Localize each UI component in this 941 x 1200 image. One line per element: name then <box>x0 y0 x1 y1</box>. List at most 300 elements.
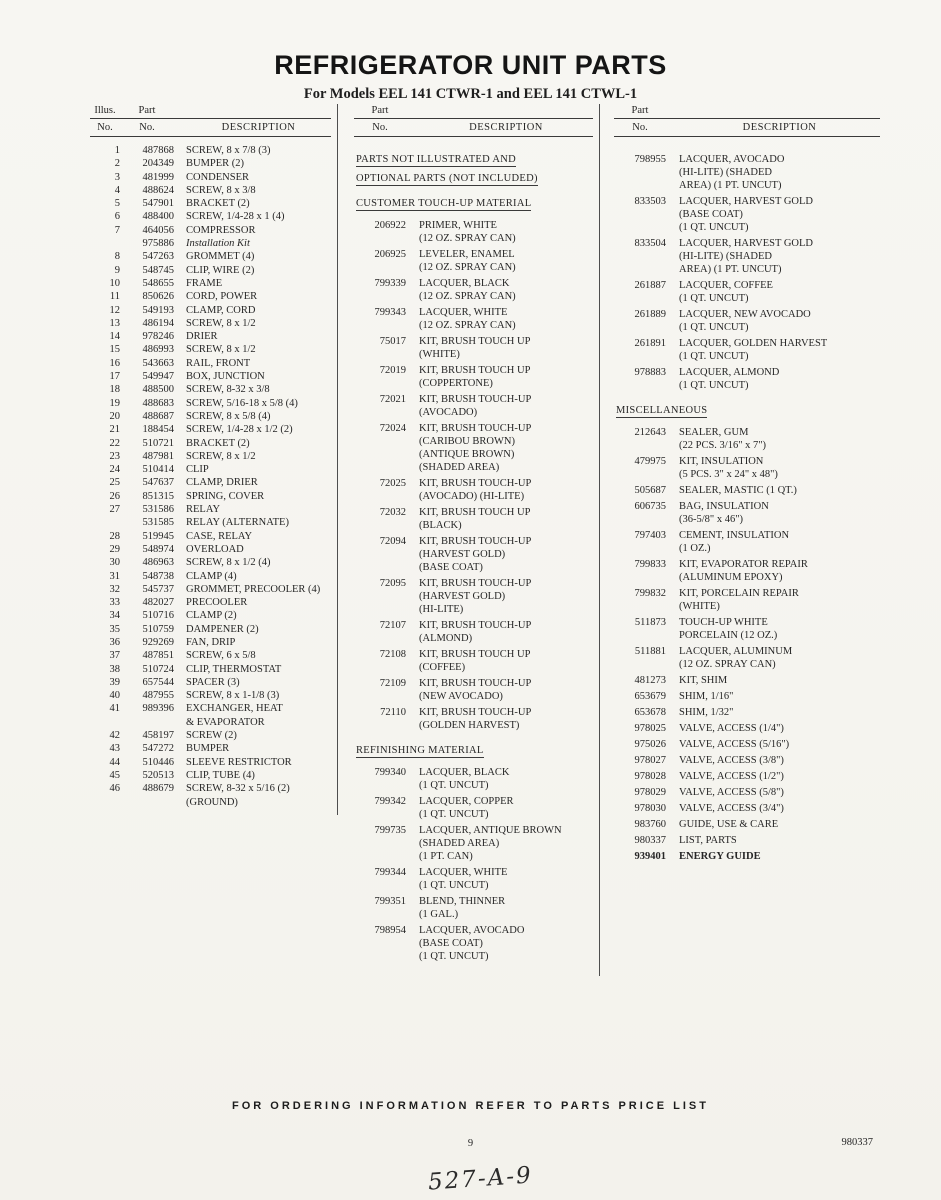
part-no: 833504 <box>634 238 666 249</box>
illus-no: 32 <box>109 583 120 595</box>
table-row <box>354 422 593 474</box>
table-row <box>354 248 593 274</box>
part-description <box>666 587 880 613</box>
description-line: CLAMP (2) <box>186 610 237 622</box>
part-no: 547263 <box>142 251 174 263</box>
part-no: 531585 <box>142 517 174 529</box>
part-no: 206922 <box>374 220 406 231</box>
description-line: SCREW, 8 x 1/2 <box>186 450 256 462</box>
part-no: 212643 <box>634 427 666 438</box>
part-no: 547901 <box>142 198 174 210</box>
part-no: 978030 <box>634 803 666 814</box>
description-line: VALVE, ACCESS (1/2") <box>679 771 784 782</box>
part-no: 798955 <box>634 154 666 165</box>
table-row <box>354 795 593 821</box>
section-rows <box>354 766 593 963</box>
part-no: 799339 <box>374 278 406 289</box>
description-line: (1 QT. UNCUT) <box>679 351 749 362</box>
part-no: 261887 <box>634 280 666 291</box>
table-row <box>614 366 880 392</box>
description-line: (12 OZ. SPRAY CAN) <box>419 233 516 244</box>
description-line: (WHITE) <box>679 601 720 612</box>
illus-no: 19 <box>109 397 120 409</box>
table-row <box>354 648 593 674</box>
part-description <box>174 277 331 290</box>
part-no-header: No. <box>139 122 155 133</box>
part-description <box>174 224 331 237</box>
part-no: 72107 <box>379 620 406 631</box>
doc-number: 980337 <box>841 1137 873 1148</box>
part-description <box>174 769 331 782</box>
illus-no: 39 <box>109 676 120 688</box>
part-description <box>174 490 331 503</box>
part-no: 657544 <box>142 676 174 688</box>
table-row <box>614 738 880 751</box>
part-no: 487955 <box>142 690 174 702</box>
description-line: (1 QT. UNCUT) <box>419 809 489 820</box>
table-row <box>90 197 331 210</box>
illus-no: 8 <box>114 251 120 263</box>
table-row <box>614 558 880 584</box>
illus-no: 10 <box>109 277 120 289</box>
table-row <box>354 866 593 892</box>
description-line: (COPPERTONE) <box>419 378 493 389</box>
table-row <box>90 782 331 809</box>
description-line: LACQUER, NEW AVOCADO <box>679 309 811 320</box>
description-line: (ANTIQUE BROWN) <box>419 449 515 460</box>
part-no: 488683 <box>142 397 174 409</box>
table-row <box>354 364 593 390</box>
illus-no: 44 <box>109 756 120 768</box>
part-no: 548655 <box>142 277 174 289</box>
part-description <box>174 530 331 543</box>
description-line: Installation Kit <box>186 238 250 250</box>
description-header: DESCRIPTION <box>742 122 817 133</box>
part-description <box>406 677 593 703</box>
part-no: 939401 <box>634 851 666 862</box>
part-no: 549193 <box>142 304 174 316</box>
part-no-header: No. <box>372 122 388 133</box>
description-line: (1 QT. UNCUT) <box>679 380 749 391</box>
description-line: COMPRESSOR <box>186 224 256 236</box>
table-row <box>354 619 593 645</box>
part-description <box>666 674 880 687</box>
description-line: BRACKET (2) <box>186 437 250 449</box>
table-row <box>90 157 331 170</box>
part-no: 505687 <box>634 485 666 496</box>
description-line: CLAMP (4) <box>186 570 237 582</box>
part-description <box>174 397 331 410</box>
description-line: PRIMER, WHITE <box>419 220 497 231</box>
description-line: LACQUER, ALMOND <box>679 367 780 378</box>
description-line: LACQUER, COFFEE <box>679 280 773 291</box>
description-line: RELAY <box>186 504 221 516</box>
part-description <box>666 153 880 192</box>
description-line: LACQUER, AVOCADO <box>419 925 525 936</box>
part-header-label: Part <box>631 105 649 116</box>
table-row <box>354 335 593 361</box>
table-row <box>90 397 331 410</box>
part-no: 488624 <box>142 184 174 196</box>
part-no: 983760 <box>634 819 666 830</box>
description-line: (GROUND) <box>186 796 238 808</box>
illus-no: 16 <box>109 357 120 369</box>
illus-no: 46 <box>109 783 120 795</box>
part-description <box>406 335 593 361</box>
description-line: PRECOOLER <box>186 597 248 609</box>
description-line: (CARIBOU BROWN) <box>419 436 515 447</box>
table-row <box>614 500 880 526</box>
part-no: 488687 <box>142 410 174 422</box>
description-line: (36-5/8" x 46") <box>679 514 743 525</box>
table-row <box>90 516 331 529</box>
part-description <box>666 770 880 783</box>
part-description <box>666 834 880 847</box>
table-row <box>90 609 331 622</box>
table-row <box>614 850 880 863</box>
part-no: 543663 <box>142 357 174 369</box>
parts-section <box>354 197 593 732</box>
part-description <box>406 924 593 963</box>
parts-section <box>354 153 593 185</box>
description-line: RAIL, FRONT <box>186 357 251 369</box>
part-description <box>406 619 593 645</box>
description-line: BUMPER <box>186 743 230 755</box>
table-row <box>90 729 331 742</box>
description-line: KIT, BRUSH TOUCH-UP <box>419 478 532 489</box>
part-description <box>174 370 331 383</box>
part-description <box>406 248 593 274</box>
part-description <box>406 706 593 732</box>
illus-no: 12 <box>109 304 120 316</box>
table-row <box>614 645 880 671</box>
description-line: (1 QT. UNCUT) <box>679 222 749 233</box>
middle-table-header <box>354 104 593 137</box>
table-row <box>90 437 331 450</box>
illus-no: 42 <box>109 730 120 742</box>
illus-no: 45 <box>109 769 120 781</box>
description-line: (1 GAL.) <box>419 909 459 920</box>
table-row <box>354 824 593 863</box>
table-row <box>614 237 880 276</box>
illus-no: 1 <box>114 145 120 156</box>
illus-no: 18 <box>109 384 120 396</box>
table-row <box>90 450 331 463</box>
middle-table-body <box>354 153 593 963</box>
part-no: 188454 <box>142 424 174 436</box>
table-row <box>614 616 880 642</box>
part-description <box>174 197 331 210</box>
description-line: CONDENSER <box>186 171 250 183</box>
table-row <box>354 219 593 245</box>
part-description <box>174 184 331 197</box>
left-table-body <box>90 144 331 809</box>
part-description <box>666 850 880 863</box>
description-line: (WHITE) <box>419 349 460 360</box>
section-heading <box>356 197 593 210</box>
header-row-1 <box>90 104 331 119</box>
illus-no: 17 <box>109 371 120 383</box>
table-row <box>90 583 331 596</box>
part-no: 75017 <box>379 336 406 347</box>
parts-section <box>614 153 880 392</box>
part-description <box>406 824 593 863</box>
description-line: GROMMET (4) <box>186 251 255 263</box>
part-description <box>174 503 331 516</box>
section-heading <box>616 404 880 417</box>
illus-no: 15 <box>109 344 120 356</box>
description-line: SPRING, COVER <box>186 490 265 502</box>
part-description <box>666 616 880 642</box>
part-no: 486963 <box>142 557 174 569</box>
part-no: 548974 <box>142 543 174 555</box>
table-row <box>90 742 331 755</box>
part-description <box>174 304 331 317</box>
header-spacer <box>666 104 880 117</box>
part-no: 978027 <box>634 755 666 766</box>
section-rows <box>614 426 880 863</box>
description-line: LACQUER, AVOCADO <box>679 154 785 165</box>
part-description <box>666 366 880 392</box>
part-no: 975886 <box>142 238 174 250</box>
illus-no: 24 <box>109 464 120 476</box>
table-row <box>354 706 593 732</box>
header-spacer <box>406 104 593 117</box>
table-row <box>354 577 593 616</box>
table-row <box>90 596 331 609</box>
part-description <box>666 426 880 452</box>
part-no: 204349 <box>142 158 174 170</box>
description-header: DESCRIPTION <box>221 122 296 133</box>
part-no: 72025 <box>379 478 406 489</box>
part-description <box>174 649 331 662</box>
table-row <box>90 184 331 197</box>
part-no: 510716 <box>142 610 174 622</box>
description-line: ENERGY GUIDE <box>679 851 761 862</box>
description-line: SLEEVE RESTRICTOR <box>186 756 292 768</box>
illus-no: 33 <box>109 597 120 609</box>
part-description <box>174 171 331 184</box>
part-no: 206925 <box>374 249 406 260</box>
part-description <box>174 516 331 529</box>
part-description <box>406 866 593 892</box>
table-row <box>90 357 331 370</box>
part-description <box>174 742 331 755</box>
part-no: 548738 <box>142 570 174 582</box>
part-description <box>406 393 593 419</box>
illus-no <box>90 516 120 529</box>
part-description <box>666 337 880 363</box>
part-description <box>174 689 331 702</box>
table-row <box>90 570 331 583</box>
part-no: 833503 <box>634 196 666 207</box>
table-row <box>90 649 331 662</box>
table-row <box>614 690 880 703</box>
not-illustrated-parts-column <box>338 104 600 976</box>
part-description <box>666 706 880 719</box>
table-row <box>90 171 331 184</box>
part-description <box>666 754 880 767</box>
description-line: SEALER, GUM <box>679 427 749 438</box>
part-no: 653679 <box>634 691 666 702</box>
part-no: 510721 <box>142 437 174 449</box>
part-header-label: Part <box>371 105 389 116</box>
part-no: 548745 <box>142 264 174 276</box>
part-description <box>666 802 880 815</box>
part-no: 799833 <box>634 559 666 570</box>
description-line: (HI-LITE) (SHADED <box>679 251 773 262</box>
part-description <box>406 535 593 574</box>
description-line: KIT, EVAPORATOR REPAIR <box>679 559 808 570</box>
illus-no: 22 <box>109 437 120 449</box>
part-description <box>406 277 593 303</box>
part-description <box>666 484 880 497</box>
table-row <box>90 144 331 157</box>
description-line: LACQUER, BLACK <box>419 278 510 289</box>
part-no: 261891 <box>634 338 666 349</box>
part-description <box>174 437 331 450</box>
part-description <box>406 219 593 245</box>
part-no: 464056 <box>142 224 174 236</box>
table-row <box>614 587 880 613</box>
illus-no: 9 <box>114 264 120 276</box>
illus-header-label: Illus. <box>94 105 116 116</box>
description-line: KIT, BRUSH TOUCH-UP <box>419 536 532 547</box>
part-description <box>174 410 331 423</box>
part-description <box>406 306 593 332</box>
description-line: CORD, POWER <box>186 291 258 303</box>
part-no: 989396 <box>142 703 174 715</box>
part-description <box>174 702 331 729</box>
table-row <box>90 304 331 317</box>
illus-no: 29 <box>109 543 120 555</box>
description-line: SHIM, 1/16" <box>679 691 734 702</box>
part-description <box>666 195 880 234</box>
part-no: 487868 <box>142 145 174 156</box>
table-row <box>614 786 880 799</box>
illus-no: 23 <box>109 450 120 462</box>
description-line: (22 PCS. 3/16" x 7") <box>679 440 767 451</box>
table-row <box>90 476 331 489</box>
part-description <box>174 756 331 769</box>
part-description <box>174 556 331 569</box>
table-row <box>614 834 880 847</box>
description-line: CLIP, THERMOSTAT <box>186 663 282 675</box>
part-no: 510724 <box>142 663 174 675</box>
part-no: 799343 <box>374 307 406 318</box>
part-description <box>406 766 593 792</box>
description-header: DESCRIPTION <box>469 122 543 133</box>
table-row <box>90 623 331 636</box>
description-line: (1 OZ.) <box>679 543 711 554</box>
table-row <box>90 463 331 476</box>
description-line: FRAME <box>186 277 223 289</box>
description-line: VALVE, ACCESS (1/4") <box>679 723 784 734</box>
description-line: LACQUER, GOLDEN HARVEST <box>679 338 828 349</box>
table-row <box>614 308 880 334</box>
description-line: (HI-LITE) <box>419 604 464 615</box>
part-no: 545737 <box>142 583 174 595</box>
description-line: BOX, JUNCTION <box>186 371 265 383</box>
part-description <box>174 782 331 809</box>
description-line: (BLACK) <box>419 520 462 531</box>
illus-no: 3 <box>114 171 120 183</box>
part-description <box>666 818 880 831</box>
description-line: (1 QT. UNCUT) <box>679 293 749 304</box>
description-line: KIT, BRUSH TOUCH-UP <box>419 423 532 434</box>
illus-no: 37 <box>109 650 120 662</box>
part-no: 549947 <box>142 371 174 383</box>
part-description <box>174 423 331 436</box>
table-row <box>614 279 880 305</box>
description-line: CLIP, WIRE (2) <box>186 264 255 276</box>
illus-no <box>90 237 120 250</box>
description-line: KIT, BRUSH TOUCH UP <box>419 365 531 376</box>
table-row <box>614 818 880 831</box>
part-description <box>174 609 331 622</box>
description-line: CLAMP, CORD <box>186 304 256 316</box>
description-line: LACQUER, ALUMINUM <box>679 646 793 657</box>
part-no: 72110 <box>380 707 406 718</box>
description-line: CEMENT, INSULATION <box>679 530 790 541</box>
illus-no: 43 <box>109 743 120 755</box>
section-heading <box>356 744 593 757</box>
illus-no-header: No. <box>97 122 113 133</box>
illus-no: 35 <box>109 623 120 635</box>
header-row-1 <box>354 104 593 119</box>
part-no: 850626 <box>142 291 174 303</box>
part-no: 481999 <box>142 171 174 183</box>
table-row <box>614 754 880 767</box>
part-description <box>666 645 880 671</box>
part-description <box>406 895 593 921</box>
illus-no: 7 <box>114 224 120 236</box>
table-row <box>90 210 331 223</box>
description-line: SCREW, 1/4-28 x 1 (4) <box>186 211 285 223</box>
table-row <box>354 895 593 921</box>
table-row <box>90 423 331 436</box>
table-row <box>354 924 593 963</box>
description-line: CASE, RELAY <box>186 530 253 542</box>
part-description <box>174 729 331 742</box>
illus-no: 20 <box>109 410 120 422</box>
header-row-1 <box>614 104 880 119</box>
part-no: 653678 <box>634 707 666 718</box>
description-line: EXCHANGER, HEAT <box>186 703 283 715</box>
right-table-header <box>614 104 880 137</box>
part-description <box>174 676 331 689</box>
description-line: SCREW, 8 x 3/8 <box>186 184 256 196</box>
illus-no: 14 <box>109 331 120 343</box>
part-description <box>174 210 331 223</box>
part-description <box>174 343 331 356</box>
section-heading-text: MISCELLANEOUS <box>616 405 708 416</box>
section-rows <box>354 219 593 732</box>
part-description <box>174 450 331 463</box>
part-description <box>174 623 331 636</box>
description-line: SCREW, 6 x 5/8 <box>186 650 256 662</box>
description-line: KIT, SHIM <box>679 675 728 686</box>
part-no: 520513 <box>142 769 174 781</box>
description-line: DRIER <box>186 331 218 343</box>
illus-no: 6 <box>114 211 120 223</box>
table-row <box>90 676 331 689</box>
part-description <box>666 279 880 305</box>
description-line: LACQUER, COPPER <box>419 796 514 807</box>
part-description <box>666 529 880 555</box>
description-line: (ALUMINUM EPOXY) <box>679 572 783 583</box>
description-line: SCREW (2) <box>186 730 237 742</box>
